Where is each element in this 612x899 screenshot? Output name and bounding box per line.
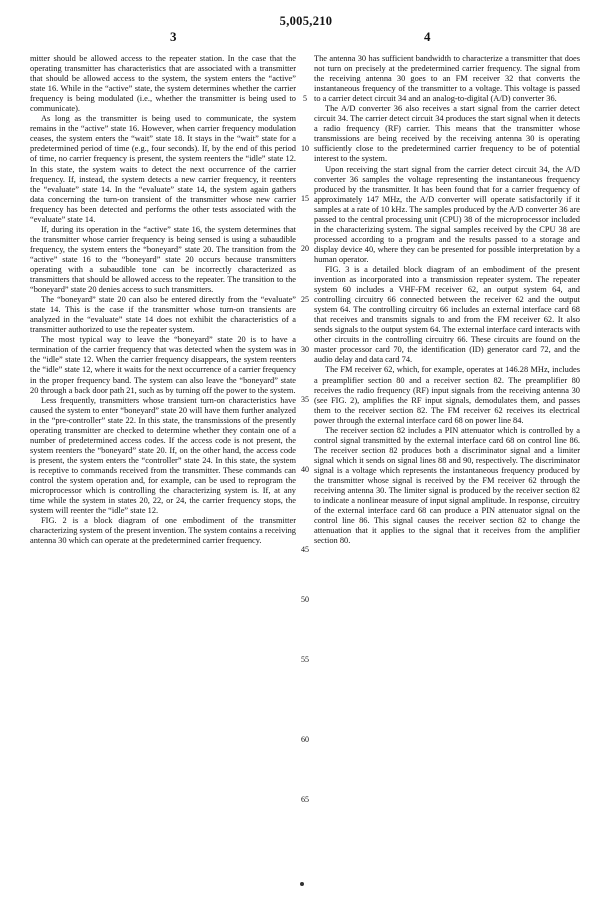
paragraph: mitter should be allowed access to the repeater station. In the case that the operating transmitter has characteristics that are associated with a transmitter that should be allowed access to the system, the system enters the “active” state 16. While in the “active” state, the system determines whether the carrier frequency is being modulated (i.e., whether the transmitter is being used to communicate). xyxy=(30,54,296,114)
left-column-number: 3 xyxy=(170,29,177,44)
line-number: 35 xyxy=(301,395,309,404)
right-text-column xyxy=(314,54,580,546)
line-number: 55 xyxy=(301,655,309,664)
paragraph: The FM receiver 62, which, for example, operates at 146.28 MHz, includes a preamplifier section 80 and a receiver section 82. The preamplifier 80 receives the radio frequency (RF) input signals from the receiving antenna 30 (see FIG. 2), amplifies the RF input signals, demodulates them, and passes them to the receiver section 82. The FM receiver 62 receives its electrical power through the external interface card 68 on power line 84. xyxy=(314,365,580,425)
paragraph: If, during its operation in the “active” state 16, the system determines that the transmitter whose carrier frequency is being sensed is using a subaudible frequency, the system enters the “boneyard” state 20. The transition from the “active” state 16 to the “boneyard” state 20 occurs because transmitters operating with a subaudible tone can be incorrectly characterized as transmitters that should be allowed access to the repeater. The transition to the “boneyard” state 20 denies access to such transmitters. xyxy=(30,224,296,295)
line-number: 60 xyxy=(301,735,309,744)
paragraph: As long as the transmitter is being used to communicate, the system remains in the “active” state 16. However, when carrier frequency modulation ceases, the system enters the “wait” state 18. It stays in the “wait” state for a predetermined period of time (e.g., four seconds). If, by the end of this period of time, no carrier frequency is present, the system reenters the “idle” state 12. In this state, the system waits to detect the next occurrence of the carrier frequency. If, instead, the system detects a new carrier frequency, it reenters the “evaluate” state 14. In the “evaluate” state 14, the system again gathers data concerning the turn-on transient of the transmitter whose new carrier frequency has been detected and performs the other tests associated with the “evaluate” state 14. xyxy=(30,114,296,224)
paragraph: The A/D converter 36 also receives a start signal from the carrier detect circuit 34. The carrier detect circuit 34 produces the start signal when it detects a radio frequency (RF) carrier. This means that the transmitter whose transmissions are being received by the receiving antenna 30 is operating sufficiently close to the predetermined carrier frequency to be of potential interest to the system. xyxy=(314,104,580,164)
line-number: 20 xyxy=(301,244,309,253)
line-number: 65 xyxy=(301,795,309,804)
line-number: 10 xyxy=(301,144,309,153)
line-number: 5 xyxy=(303,94,307,103)
page-mark xyxy=(300,882,304,886)
line-number: 15 xyxy=(301,194,309,203)
paragraph: The “boneyard” state 20 can also be entered directly from the “evaluate” state 14. This is the case if the transmitter whose turn-on transients are analyzed in the “evaluate” state 14 does not exhibit the characteristics of a transmitter authorized to use the repeater system. xyxy=(30,295,296,335)
line-number: 45 xyxy=(301,545,309,554)
left-text-column xyxy=(30,54,296,546)
line-number: 30 xyxy=(301,345,309,354)
line-number: 50 xyxy=(301,595,309,604)
paragraph: The most typical way to leave the “boneyard” state 20 is to have a termination of the carrier frequency that was detected when the system was in the “idle” state 12. When the carrier frequency disappears, the system reenters the “idle” state 12, where it waits for the next occurrence of a carrier frequency in the proper frequency band. The system can also leave the “boneyard” state 20 through a back door path 21, such as by turning off the power to the system. xyxy=(30,335,296,395)
paragraph: FIG. 3 is a detailed block diagram of an embodiment of the present invention as incorporated into a transmission repeater system. The repeater system 60 includes a VHF-FM receiver 62, an output system 64, and controlling circuitry 66 connected between the receiver 62 and the output system 64. The controlling circuitry 66 includes an external interface card 68 that receives and transmits signals to and from the FM receiver 62. It also sends signals to the output system 64. The external interface card interacts with other circuits in the controlling circuitry 66. These circuits are found on the master processor card 70, the identification (ID) generator card 72, and the audio delay and data card 74. xyxy=(314,264,580,365)
paragraph: The receiver section 82 includes a PIN attenuator which is controlled by a control signal transmitted by the external interface card 68 on control line 86. The receiver section 82 produces both a discriminator signal and a limiter signal which it sends on signal lines 88 and 90, respectively. The discriminator signal is a voltage which represents the instantaneous frequency produced by the transmitter whose signal is received by the FM receiver 62 through the receiving antenna 30. The limiter signal is produced by the receiver section 82 to indicate a nonlinear measure of input signal amplitude. In response, circuitry of the external interface card 68 can produce a PIN attenuator signal on the control line 86. This signal causes the receiver section 82 to change the attenuation that it applies to the signal that it receives from the amplifier section 80. xyxy=(314,425,580,546)
line-number: 25 xyxy=(301,295,309,304)
patent-number: 5,005,210 xyxy=(279,14,333,28)
paragraph: Less frequently, transmitters whose transient turn-on characteristics have caused the system to enter “boneyard” state 20 will have them further analyzed in the “pre-controller” state 22. In this state, the transmissions of the presently operating transmitter are checked to determine whether they contain one of a number of predetermined access codes. If the access code is not present, the system reenters the “boneyard” state 20. If, on the other hand, the access code is present, the system enters the “controller” state 24. In this state, the system is receptive to commands received from the transmitter. These commands can control the system operation and, for example, can be used to reprogram the microprocessor which is controlling the characterizing system is. If, at any time while the system in states 20, 22, or 24, the carrier frequency stops, the system will reenter the “idle” state 12. xyxy=(30,395,296,516)
paragraph: FIG. 2 is a block diagram of one embodiment of the transmitter characterizing system of the present invention. The system contains a receiving antenna 30 which can operate at the predetermined carrier frequency. xyxy=(30,516,296,546)
paragraph: The antenna 30 has sufficient bandwidth to characterize a transmitter that does not turn on precisely at the predetermined carrier frequency. The signal from the receiving antenna 30 goes to an FM receiver 32 that converts the instantaneous frequency of the transmitter to a voltage. This voltage is passed to a carrier detect circuit 34 and an analog-to-digital (A/D) converter 36. xyxy=(314,54,580,104)
paragraph: Upon receiving the start signal from the carrier detect circuit 34, the A/D converter 36 samples the voltage representing the instantaneous frequency produced by the transmitter. It has been found that for a carrier frequency of approximately 147 MHz, the A/D converter will operate satisfactorily if it samples at a rate of 10 kHz. The samples produced by the A/D converter 36 are passed to the central processing unit (CPU) 38 of the microprocessor included in the characterizing system. The signal samples received by the CPU 38 are processed according to a program and the results passed to a storage and display device 40, where they can be presented for possible interpretation by a human operator. xyxy=(314,164,580,264)
right-column-number: 4 xyxy=(424,29,431,44)
line-number: 40 xyxy=(301,465,309,474)
